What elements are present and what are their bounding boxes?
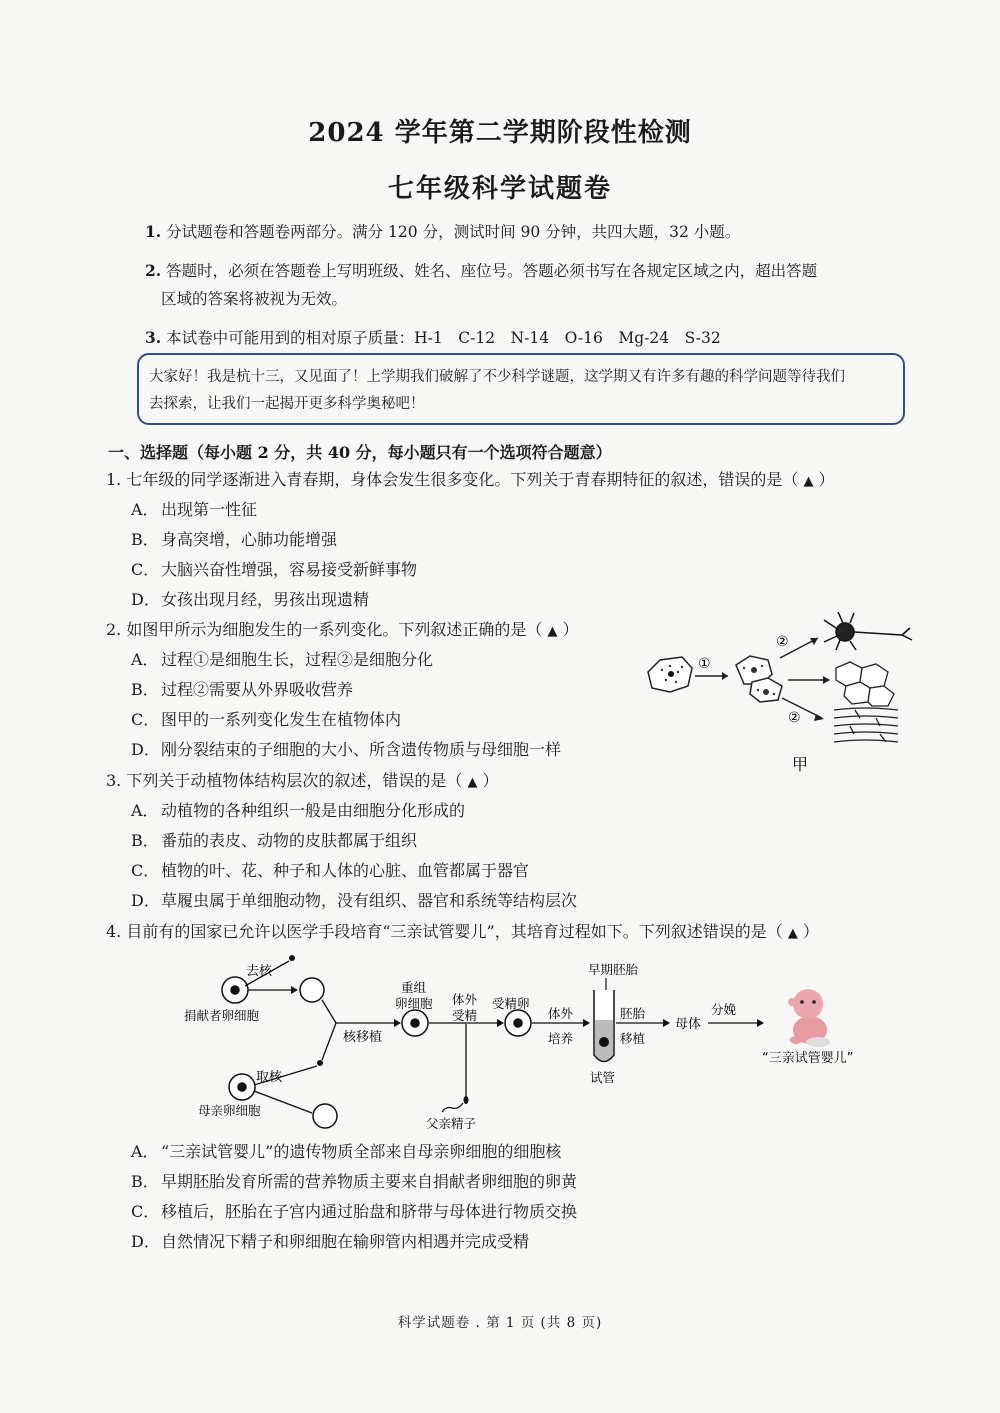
fertilized-egg-label: 受精卵 <box>492 996 530 1011</box>
cell-cluster-icon <box>836 662 894 706</box>
figure-label: 甲 <box>792 755 809 774</box>
remove-nucleus-label: 去核 <box>246 964 273 979</box>
ivf-label-1: 体外 <box>452 992 478 1007</box>
greeting-line-1: 大家好！我是杭十三，又见面了！上学期我们破解了不少科学谜题，这学期又有许多有趣的科学问题等待我们 <box>149 369 845 385</box>
option-3d: D．草履虫属于单细胞动物，没有组织、器官和系统等结构层次 <box>131 891 578 910</box>
option-3a: A． 动植物的各种组织一般是由细胞分化形成的 <box>131 801 466 820</box>
recombined-label-2: 卵细胞 <box>395 996 433 1011</box>
enucleated-egg-icon <box>300 978 324 1002</box>
option-1d: D．女孩出现月经，男孩出现遗精 <box>131 590 370 609</box>
step-2-label-top: ② <box>776 634 789 650</box>
option-1c: C． 大脑兴奋性增强，容易接受新鲜事物 <box>131 560 418 579</box>
baby-label: “三亲试管婴儿” <box>762 1051 854 1066</box>
ivf-label-2: 受精 <box>452 1008 478 1023</box>
note-2: 2. 答题时，必须在答题卷上写明班级、姓名、座位号。答题必须书写在各规定区域之内，超出答题 区域的答案将被视为无效。 <box>145 261 818 308</box>
baby-icon <box>788 989 830 1047</box>
recombined-label-1: 重组 <box>401 980 427 995</box>
ivf-process-diagram <box>170 950 910 1140</box>
delivery-label: 分娩 <box>711 1002 737 1017</box>
page-footer: 科学试题卷 . 第 1 页 (共 8 页) <box>397 1315 603 1331</box>
option-3b: B． 番茄的表皮、动物的皮肤都属于组织 <box>131 831 418 850</box>
transplant-label-1: 胚胎 <box>620 1006 646 1021</box>
note-1: 1. 分试题卷和答题卷两部分。满分 120 分，测试时间 90 分钟，共四大题，32 小题。 <box>145 222 741 241</box>
cell-change-figure <box>640 610 930 785</box>
answer-marker: ▲ <box>547 624 558 639</box>
answer-marker: ▲ <box>787 926 798 941</box>
option-4b: B． 早期胚胎发育所需的营养物质主要来自捐献者卵细胞的卵黄 <box>131 1172 578 1191</box>
culture-label-1: 体外 <box>548 1006 574 1021</box>
empty-mother-egg-icon <box>313 1104 337 1128</box>
section-title: 一、选择题（每小题 2 分，共 40 分，每小题只有一个选项符合题意） <box>108 443 612 462</box>
option-4a: A． “三亲试管婴儿”的遗传物质全部来自母亲卵细胞的细胞核 <box>131 1142 562 1161</box>
option-2d: D．刚分裂结束的子细胞的大小、所含遗传物质与母细胞一样 <box>131 740 562 759</box>
option-3c: C． 植物的叶、花、种子和人体的心脏、血管都属于器官 <box>131 861 530 880</box>
note-3: 3. 本试卷中可能用到的相对原子质量：H-1 C-12 N-14 O-16 Mg-24 S-32 <box>145 328 721 347</box>
option-4d: D．自然情况下精子和卵细胞在输卵管内相遇并完成受精 <box>131 1232 530 1251</box>
donor-egg-label: 捐献者卵细胞 <box>184 1008 260 1023</box>
transplant-label-2: 移植 <box>620 1031 646 1046</box>
option-2b: B． 过程②需要从外界吸收营养 <box>131 680 354 699</box>
greeting-line-2: 去探索，让我们一起揭开更多科学奥秘吧！ <box>149 396 425 412</box>
nuclear-transfer-label: 核移植 <box>343 1030 383 1045</box>
answer-marker: ▲ <box>467 775 478 790</box>
option-4c: C． 移植后，胚胎在子宫内通过胎盘和脐带与母体进行物质交换 <box>131 1202 578 1221</box>
neuron-icon <box>824 612 912 650</box>
question-4: 4. 目前有的国家已允许以医学手段培育“三亲试管婴儿”，其培育过程如下。下列叙述错误的是（ ▲ ） <box>106 922 819 941</box>
test-tube-label: 试管 <box>590 1070 616 1085</box>
greeting-box <box>137 353 905 425</box>
option-2a: A． 过程①是细胞生长，过程②是细胞分化 <box>131 650 434 669</box>
step-1-label: ① <box>698 656 711 672</box>
mother-body-label: 母体 <box>675 1017 702 1032</box>
option-1a: A． 出现第一性征 <box>131 500 258 519</box>
mother-egg-label: 母亲卵细胞 <box>198 1103 261 1118</box>
take-nucleus-label: 取核 <box>256 1070 283 1085</box>
question-2: 2. 如图甲所示为细胞发生的一系列变化。下列叙述正确的是（ ▲ ） <box>106 620 579 639</box>
exam-subtitle: 七年级科学试题卷 <box>387 174 612 204</box>
option-1b: B． 身高突增，心肺功能增强 <box>131 530 338 549</box>
step-2-label-bottom: ② <box>788 710 801 726</box>
question-3: 3. 下列关于动植物体结构层次的叙述，错误的是（ ▲ ） <box>106 771 499 790</box>
question-1: 1. 七年级的同学逐渐进入青春期，身体会发生很多变化。下列关于青春期特征的叙述，错误的是（ ▲ ） <box>106 470 835 489</box>
muscle-fiber-icon <box>834 708 898 742</box>
culture-label-2: 培养 <box>548 1031 574 1046</box>
father-sperm-label: 父亲精子 <box>426 1116 477 1131</box>
early-embryo-label: 早期胚胎 <box>588 962 639 977</box>
exam-title: 2024 学年第二学期阶段性检测 <box>308 118 692 148</box>
answer-marker: ▲ <box>803 474 814 489</box>
option-2c: C． 图甲的一系列变化发生在植物体内 <box>131 710 402 729</box>
